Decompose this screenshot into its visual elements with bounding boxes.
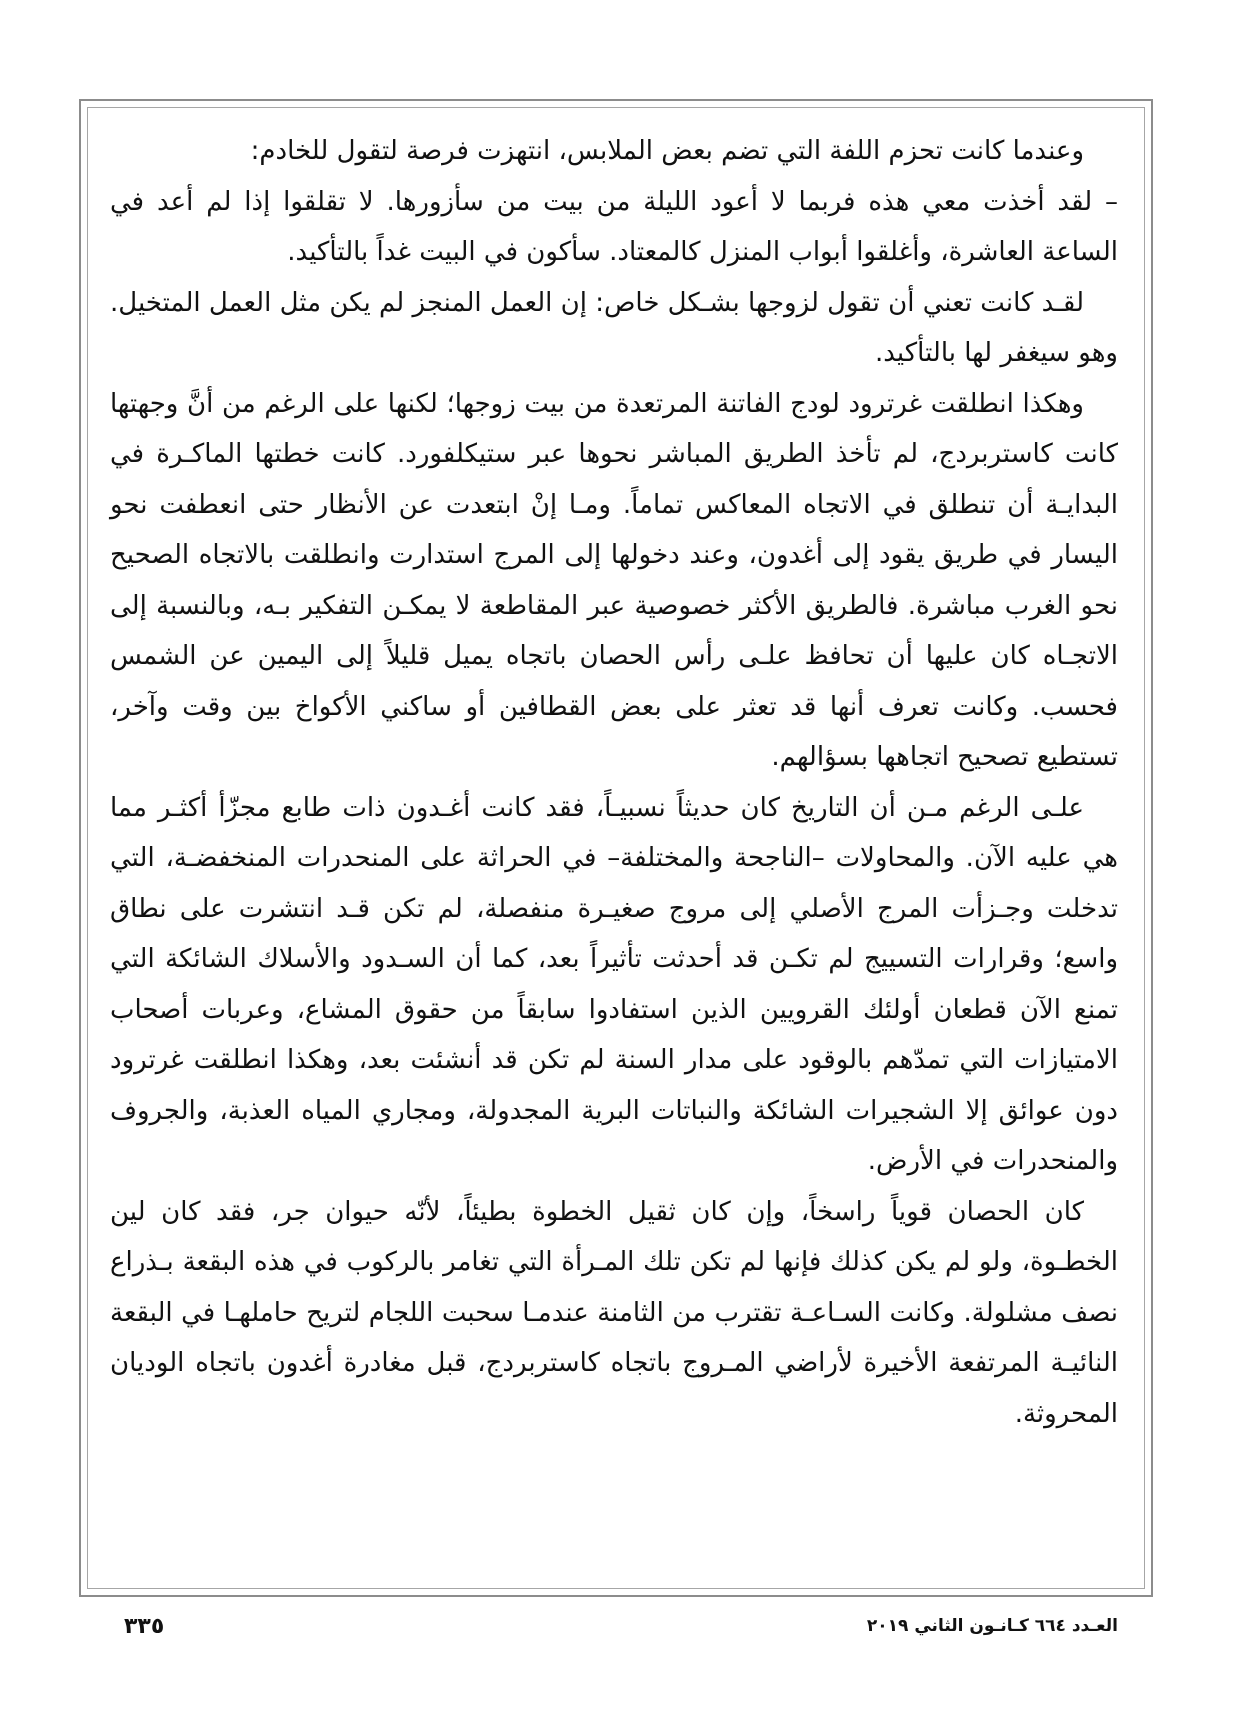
paragraph-1: وعندما كانت تحزم اللفة التي تضم بعض الملابس، انتهزت فرصة لتقول للخادم: — [250, 136, 1084, 166]
paragraph-6: كان الحصان قوياً راسخاً، وإن كان ثقيل الخطوة بطيئاً، لأنّه حيوان جر، فقد كان لين الخطـوة، ولو لم يكن كذلك فإنها لم تكن تلك المـرأة التي تغامر بالركوب في هذه البقعة بـذراع نصف مشلولة. وكانت السـاعـة تقترب من الثامنة عندمـا سحبت اللجام لتريح حاملهـا في البقعة النائيـة المرتفعة الأخيرة لأراضي المـروج باتجاه كاستربردج، قبل مغادرة أغدون باتجاه الوديان المحروثة. — [110, 1196, 1118, 1429]
paragraph-3: لقـد كانت تعني أن تقول لزوجها بشـكل خاص: إن العمل المنجز لم يكن مثل العمل المتخيل. وهو سيغفر لها بالتأكيد. — [110, 287, 1118, 368]
page-footer — [110, 1614, 1118, 1644]
article-body — [110, 126, 1118, 1439]
issue-label: العـدد ٦٦٤ كـانـون الثاني ٢٠١٩ — [866, 1616, 1118, 1636]
paragraph-5: علـى الرغم مـن أن التاريخ كان حديثاً نسبيـاً، فقد كانت أغـدون ذات طابع مجزّأ أكثـر مما هي عليه الآن. والمحاولات –الناجحة والمختلفة– في الحراثة على المنحدرات المنخفضـة، التي تدخلت وجـزأت المرج الأصلي إلى مروج صغيـرة منفصلة، لم تكن قـد انتشرت على نطاق واسع؛ وقرارات التسييج لم تكـن قد أحدثت تأثيراً بعد، كما أن السـدود والأسلاك الشائكة التي تمنع الآن قطعان أولئك القرويين الذين استفادوا سابقاً من حقوق المشاع، وعربات أصحاب الامتيازات التي تمدّهم بالوقود على مدار السنة لم تكن قد أنشئت بعد، وهكذا انطلقت غرترود دون عوائق إلا الشجيرات الشائكة والنباتات البرية المجدولة، ومجاري المياه العذبة، والجروف والمنحدرات في الأرض. — [110, 792, 1118, 1176]
page-number: ٣٣٥ — [124, 1614, 165, 1639]
paragraph-2: – لقد أخذت معي هذه فربما لا أعود الليلة من بيت من سأزورها. لا تقلقوا إذا لم أعد في الساعة العاشرة، وأغلقوا أبواب المنزل كالمعتاد. سأكون في البيت غداً بالتأكيد. — [110, 186, 1118, 267]
paragraph-4: وهكذا انطلقت غرترود لودج الفاتنة المرتعدة من بيت زوجها؛ لكنها على الرغم من أنَّ وجهتها كانت كاستربردج، لم تأخذ الطريق المباشر نحوها عبر ستيكلفورد. كانت خطتها الماكـرة في البدايـة أن تنطلق في الاتجاه المعاكس تماماً. ومـا إنْ ابتعدت عن الأنظار حتى انعطفت نحو اليسار في طريق يقود إلى أغدون، وعند دخولها إلى المرج استدارت وانطلقت بالاتجاه الصحيح نحو الغرب مباشرة. فالطريق الأكثر خصوصية عبر المقاطعة لا يمكـن التفكير بـه، وبالنسبة إلى الاتجـاه كان عليها أن تحافظ علـى رأس الحصان باتجاه يميل قليلاً إلى اليمين عن الشمس فحسب. وكانت تعرف أنها قد تعثر على بعض القطافين أو ساكني الأكواخ بين وقت وآخر، تستطيع تصحيح اتجاهها بسؤالهم. — [110, 388, 1118, 772]
